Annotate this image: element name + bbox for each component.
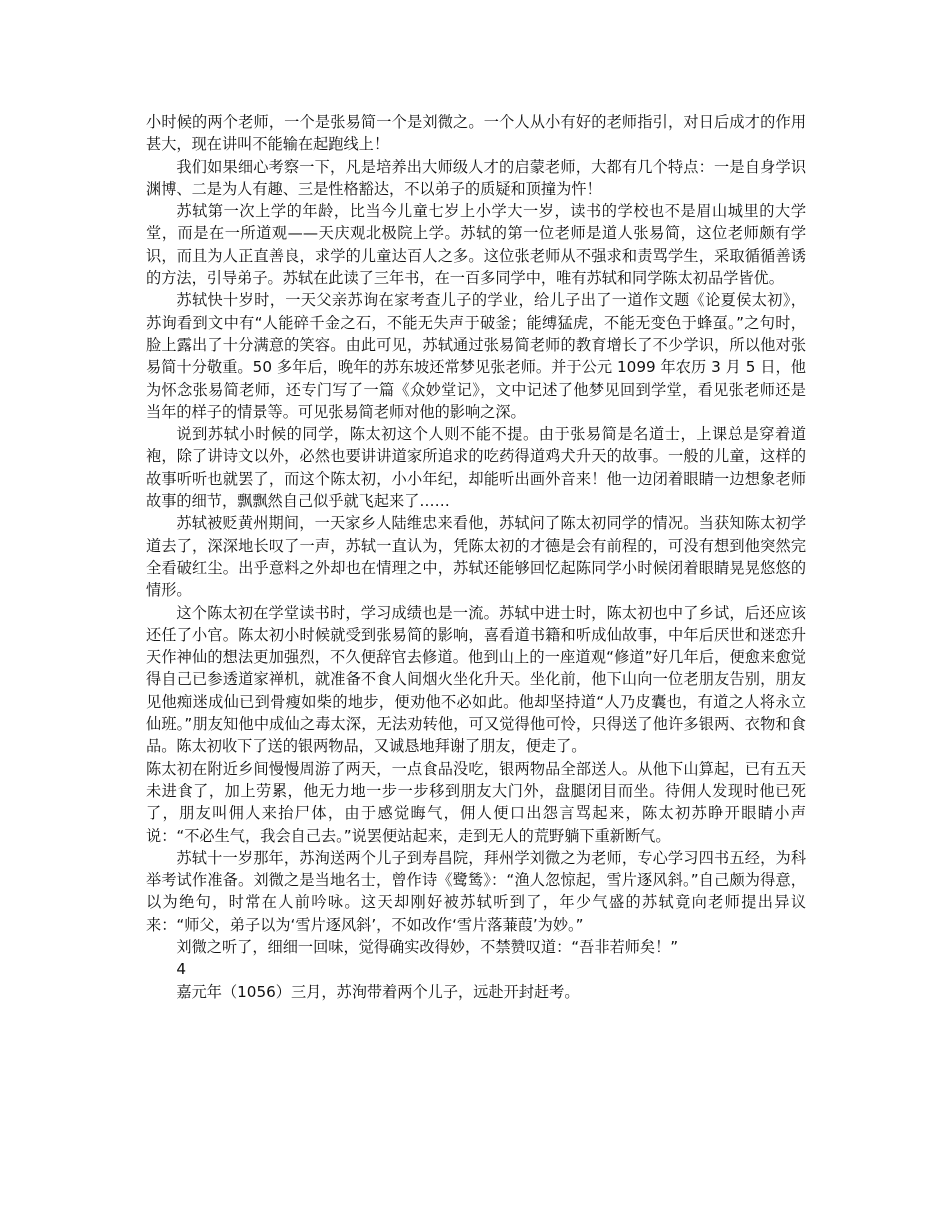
paragraph-first-school: 苏轼第一次上学的年龄，比当今儿童七岁上小学大一岁，读书的学校也不是眉山城里的大学堂，而是在一所道观——天庆观北极院上学。苏轼的第一位老师是道人张易简，这位老师颇有学识，而且为人正直善良，求学的儿童达百人之多。这位张老师从不强求和责骂学生，采取循循善诱的方法，引导弟子。苏轼在此读了三年书，在一百多同学中，唯有苏轼和同学陈太初品学皆优。 [146,202,806,288]
paragraph-chen-taoist: 这个陈太初在学堂读书时，学习成绩也是一流。苏轼中进士时，陈太初也中了乡试，后还应该还任了小官。陈太初小时候就受到张易简的影响，喜看道书籍和听成仙故事，中年后厌世和迷恋升天作神仙的想法更加强烈，不久便辞官去修道。他到山上的一座道观“修道”好几年后，便愈来愈觉得自己已参透道家禅机，就准备不食人间烟火坐化升天。坐化前，他下山向一位老朋友告别，朋友见他痴迷成仙已到骨瘦如柴的地步，便劝他不必如此。他却坚持道“人乃皮囊也，有道之人将永立仙班。”朋友知他中成仙之毒太深，无法劝转他，可又觉得他可怜，只得送了他许多银两、衣物和食品。陈太初收下了送的银两物品，又诚恳地拜谢了朋友，便走了。 [146,603,806,756]
paragraph-essay-test: 苏轼快十岁时，一天父亲苏询在家考查儿子的学业，给儿子出了一道作文题《论夏侯太初》，苏询看到文中有“人能碎千金之石，不能无失声于破釜；能缚猛虎，不能无变色于蜂虿。”之句时，脸上露出了十分满意的笑容。由此可见，苏轼通过张易简老师的教育增长了不少学识，所以他对张易简十分敬重。50 多年后，晚年的苏东坡还常梦见张老师。并于公元 1099 年农历 3 月 5 日，他为怀念张易简老师，还专门写了一篇《众妙堂记》，文中记述了他梦见回到学堂，看见张老师还是当年的样子的情景等。可见张易简老师对他的影响之深。 [146,291,806,421]
paragraph-huangzhou: 苏轼被贬黄州期间，一天家乡人陆维忠来看他，苏轼问了陈太初同学的情况。当获知陈太初学道去了，深深地长叹了一声，苏轼一直认为，凭陈太初的才德是会有前程的，可没有想到他突然完全看破红尘。出乎意料之外却也在情理之中，苏轼还能够回忆起陈同学小时候闭着眼睛晃晃悠悠的情形。 [146,514,806,600]
body-text [146,111,806,1003]
page-number: 4 [176,960,187,979]
paragraph-liu-weizhi: 苏轼十一岁那年，苏洵送两个儿子到寿昌院，拜州学刘微之为老师，专心学习四书五经，为科举考试作准备。刘微之是当地名士，曾作诗《鹭鸶》：“渔人忽惊起，雪片逐风斜。”自己颇为得意，以为绝句，时常在人前吟咏。这天却刚好被苏轼听到了，年少气盛的苏轼竟向老师提出异议来：“师父，弟子以为‘雪片逐风斜’，不如改作‘雪片落蒹葭’为妙。” [146,848,806,934]
paragraph-exam-trip: 嘉元年（1056）三月，苏洵带着两个儿子，远赴开封赶考。 [176,982,580,1001]
paragraph-liu-praise: 刘微之听了，细细一回味，觉得确实改得妙，不禁赞叹道：“吾非若师矣！” [176,937,679,956]
paragraph-teacher-traits: 我们如果细心考察一下，凡是培养出大师级人才的启蒙老师，大都有几个特点：一是自身学识渊博、二是为人有趣、三是性格豁达，不以弟子的质疑和顶撞为忤！ [146,157,806,198]
paragraph-teachers-intro: 小时候的两个老师，一个是张易简一个是刘微之。一个人从小有好的老师指引，对日后成才的作用甚大，现在讲叫不能输在起跑线上！ [146,113,806,154]
paragraph-classmate-chen: 说到苏轼小时候的同学，陈太初这个人则不能不提。由于张易简是名道士，上课总是穿着道袍，除了讲诗文以外，必然也要讲讲道家所追求的吃药得道鸡犬升天的故事。一般的儿童，这样的故事听听也就罢了，而这个陈太初，小小年纪，却能听出画外音来！他一边闭着眼睛一边想象老师故事的细节，飘飘然自己似乎就飞起来了…… [146,425,806,511]
paragraph-chen-death: 陈太初在附近乡间慢慢周游了两天，一点食品没吃，银两物品全部送人。从他下山算起，已有五天未进食了，加上劳累，他无力地一步一步移到朋友大门外，盘腿闭目而坐。待佣人发现时他已死了，朋友叫佣人来抬尸体，由于感觉晦气，佣人便口出怨言骂起来，陈太初苏睁开眼睛小声说：“不必生气，我会自己去。”说罢便站起来，走到无人的荒野躺下重新断气。 [146,759,806,845]
